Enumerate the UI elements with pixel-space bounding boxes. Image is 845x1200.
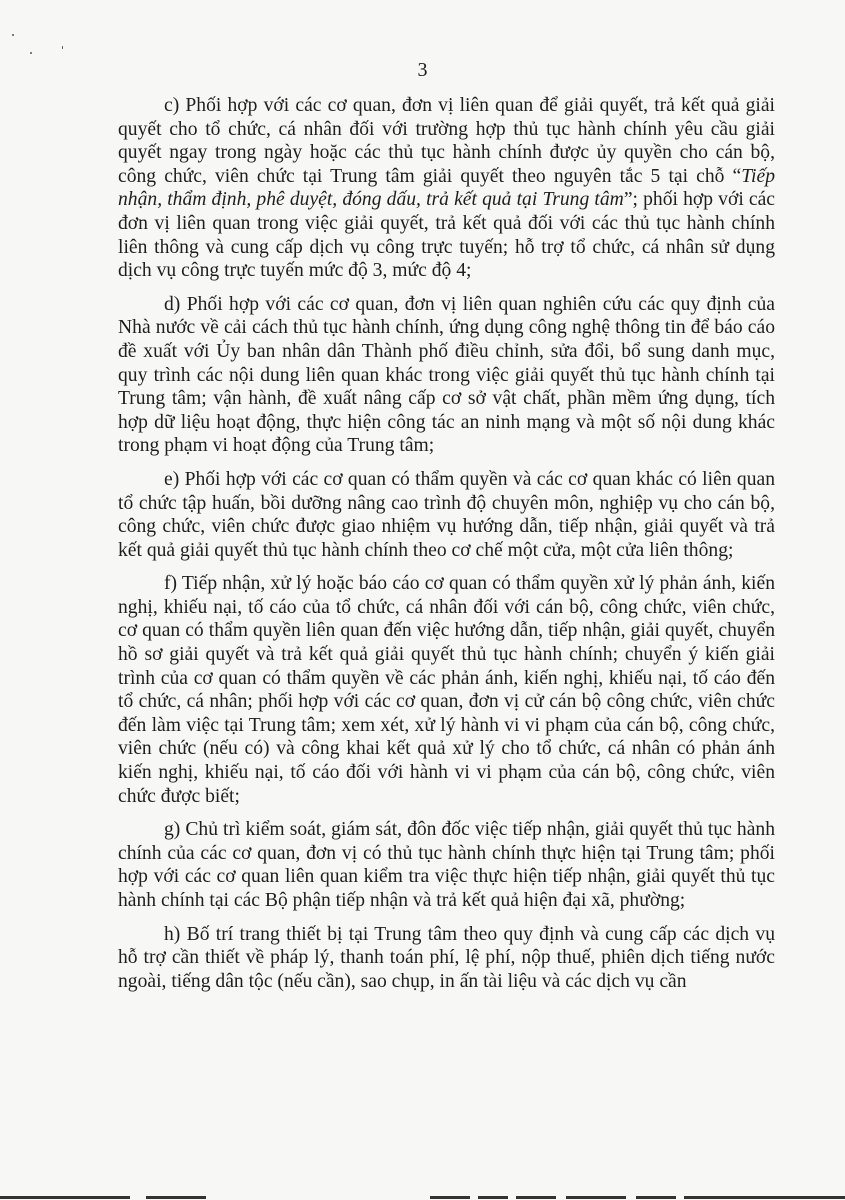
bottom-edge-mark	[478, 1196, 508, 1199]
document-body	[118, 94, 775, 1003]
paragraph-f: f) Tiếp nhận, xử lý hoặc báo cáo cơ quan có thẩm quyền xử lý phản ánh, kiến nghị, khiếu nại, tố cáo của tổ chức, cá nhân đối với cán bộ, công chức, viên chức, cơ quan có thẩm quyền liên quan đến việc hướng dẫn, tiếp nhận, giải quyết, chuyển hồ sơ giải quyết và trả kết quả giải quyết thủ tục hành chính; chuyển ý kiến giải trình của cơ quan có thẩm quyền về các phản ánh, kiến nghị, khiếu nại, tố cáo đến tổ chức, cá nhân; phối hợp với các cơ quan, đơn vị cử cán bộ công chức, viên chức đến làm việc tại Trung tâm; xem xét, xử lý hành vi vi phạm của cán bộ, công chức, viên chức (nếu có) và công khai kết quả xử lý cho tổ chức, cá nhân có phản ánh kiến nghị, khiếu nại, tố cáo đối với hành vi vi phạm của cán bộ, công chức, viên chức được biết;	[118, 573, 775, 807]
bottom-edge-mark	[636, 1196, 676, 1199]
scan-speck	[12, 34, 14, 36]
scan-speck	[30, 52, 32, 54]
bottom-edge-mark	[516, 1196, 556, 1199]
paragraph-c-text-before: c) Phối hợp với các cơ quan, đơn vị liên quan để giải quyết, trả kết quả giải quyết cho tổ chức, cá nhân đối với trường hợp thủ tục hành chính yêu cầu giải quyết ngay trong ngày hoặc các thủ tục hành chính được ủy quyền cho cán bộ, công chức, viên chức tại Trung tâm giải quyết theo nguyên tắc 5 tại chỗ “	[118, 95, 775, 187]
paragraph-g: g) Chủ trì kiểm soát, giám sát, đôn đốc việc tiếp nhận, giải quyết thủ tục hành chính của các cơ quan, đơn vị có thủ tục hành chính thực hiện tại Trung tâm; phối hợp với các cơ quan liên quan kiểm tra việc thực hiện tiếp nhận, giải quyết thủ tục hành chính tại các Bộ phận tiếp nhận và trả kết quả hiện đại xã, phường;	[118, 819, 775, 911]
paragraph-c-text-after: ”; phối hợp với các đơn vị liên quan trong việc giải quyết, trả kết quả đối với các thủ tục hành chính liên thông và cung cấp dịch vụ công trực tuyến; hỗ trợ tổ chức, cá nhân sử dụng dịch vụ công trực tuyến mức độ 3, mức độ 4;	[118, 189, 776, 282]
bottom-edge-mark	[566, 1196, 626, 1199]
bottom-edge-mark	[146, 1196, 206, 1199]
bottom-edge-mark	[430, 1196, 470, 1199]
paragraph-d: d) Phối hợp với các cơ quan, đơn vị liên quan nghiên cứu các quy định của Nhà nước về cải cách thủ tục hành chính, ứng dụng công nghệ thông tin để báo cáo đề xuất với Ủy ban nhân dân Thành phố điều chỉnh, sửa đổi, bổ sung danh mục, quy trình các nội dung liên quan khác trong việc giải quyết thủ tục hành chính tại Trung tâm; vận hành, đề xuất nâng cấp cơ sở vật chất, phần mềm ứng dụng, tích hợp dữ liệu hoạt động, thực hiện công tác an ninh mạng và một số nội dung khác trong phạm vi hoạt động của Trung tâm;	[118, 293, 775, 457]
scan-speck	[62, 46, 63, 49]
page-number: 3	[417, 59, 428, 81]
paragraph-h: h) Bố trí trang thiết bị tại Trung tâm theo quy định và cung cấp các dịch vụ hỗ trợ cần thiết về pháp lý, thanh toán phí, lệ phí, nộp thuế, phiên dịch tiếng nước ngoài, tiếng dân tộc (nếu cần), sao chụp, in ấn tài liệu và các dịch vụ cần	[118, 923, 775, 992]
paragraph-c	[118, 94, 775, 283]
paragraph-c-italic-quote: Tiếp nhận, thẩm định, phê duyệt, đóng dấu, trả kết quả tại Trung tâm	[118, 165, 775, 211]
bottom-edge-mark	[0, 1196, 130, 1199]
bottom-edge-mark	[684, 1196, 845, 1199]
paragraph-e: e) Phối hợp với các cơ quan có thẩm quyền và các cơ quan khác có liên quan tổ chức tập huấn, bồi dưỡng nâng cao trình độ chuyên môn, nghiệp vụ cho cán bộ, công chức, viên chức được giao nhiệm vụ hướng dẫn, tiếp nhận, giải quyết và trả kết quả giải quyết thủ tục hành chính theo cơ chế một cửa, một cửa liên thông;	[118, 468, 775, 561]
